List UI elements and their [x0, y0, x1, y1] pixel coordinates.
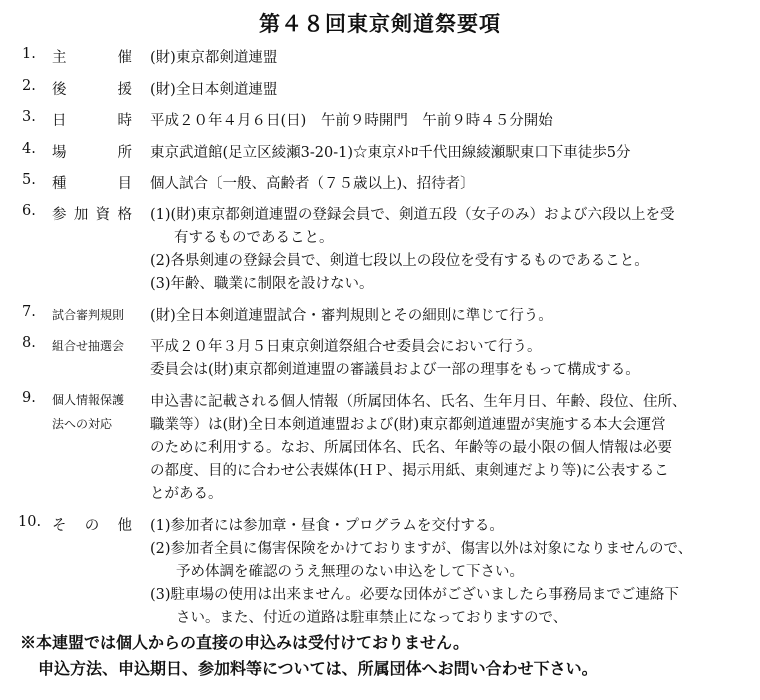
- item-label-support: [52, 78, 132, 99]
- item-number: 9.: [22, 390, 36, 406]
- item-label-venue: [52, 141, 132, 162]
- item-number: 8.: [22, 335, 36, 351]
- item-text: 平成２０年３月５日東京剣道祭組合せ委員会において行う。: [150, 339, 542, 355]
- item-text: 個人試合〔一般、高齢者（７５歳以上)、招待者〕: [150, 176, 475, 192]
- label-line: 個人情報保護: [52, 393, 125, 407]
- item-text: (財)東京都剣道連盟: [150, 50, 278, 66]
- item-label-draw: 組合せ抽選会: [52, 339, 125, 353]
- label-char: 種 目: [52, 176, 132, 192]
- item-number: 2.: [22, 78, 36, 94]
- item-text: (1)(財)東京都剣道連盟の登録会員で、剣道五段（女子のみ）および六段以上を受: [150, 207, 675, 223]
- item-number: 1.: [22, 46, 36, 62]
- label-char: 場 所: [52, 145, 132, 161]
- label-char: 日 時: [52, 113, 132, 129]
- item-text: とがある。: [150, 486, 223, 502]
- notice-line: ※本連盟では個人からの直接の申込みは受付けておりません。: [20, 633, 469, 652]
- item-text: 東京武道館(足立区綾瀬3-20-1)☆東京ﾒﾄﾛ千代田線綾瀬駅東口下車徒歩5分: [150, 145, 631, 161]
- label-char: 参 加 資 格: [52, 207, 132, 223]
- item-number: 5.: [22, 172, 36, 188]
- page-title: 第４８回東京剣道祭要項: [259, 11, 501, 36]
- item-number: 6.: [22, 203, 36, 219]
- item-label-datetime: [52, 109, 132, 130]
- item-text: 委員会は(財)東京都剣道連盟の審議員および一部の理事をもって構成する。: [150, 362, 640, 378]
- item-label-events: [52, 172, 132, 193]
- label-char: そ の 他: [52, 518, 132, 534]
- item-text: さい。また、付近の道路は駐車禁止になっておりますので、: [176, 610, 568, 626]
- item-text: (2)各県剣連の登録会員で、剣道七段以上の段位を受有するものであること。: [150, 253, 649, 269]
- item-text: (3)年齢、職業に制限を設けない。: [150, 276, 374, 292]
- item-number: 10.: [18, 514, 42, 530]
- item-text: (財)全日本剣道連盟: [150, 82, 278, 98]
- item-text: の都度、目的に合わせ公表媒体(ＨＰ、掲示用紙、東剣連だより等)に公表するこ: [150, 463, 669, 479]
- item-text: のために利用する。なお、所属団体名、氏名、年齢等の最小限の個人情報は必要: [150, 440, 672, 456]
- label-line: 法への対応: [52, 417, 113, 431]
- item-text: 申込書に記載される個人情報（所属団体名、氏名、生年月日、年齢、段位、住所、: [150, 394, 687, 410]
- item-text: (1)参加者には参加章・昼食・プログラムを交付する。: [150, 518, 504, 534]
- label-char: 後 援: [52, 82, 132, 98]
- label-char: 主 催: [52, 50, 132, 66]
- notice-line: 申込方法、申込期日、参加料等については、所属団体へお問い合わせ下さい。: [38, 659, 598, 678]
- item-number: 7.: [22, 304, 36, 320]
- item-text: 職業等）は(財)全日本剣道連盟および(財)東京都剣道連盟が実施する本大会運営: [150, 417, 666, 433]
- item-text: (財)全日本剣道連盟試合・審判規則とその細則に準じて行う。: [150, 308, 553, 324]
- item-text: 有するものであること。: [174, 230, 334, 246]
- item-label-eligibility: [52, 203, 132, 224]
- item-text: (3)駐車場の使用は出来ません。必要な団体がございましたら事務局までご連絡下: [150, 587, 679, 603]
- item-label-privacy: [52, 388, 132, 436]
- item-text: 予め体調を確認のうえ無理のない申込をして下さい。: [176, 564, 524, 580]
- item-number: 4.: [22, 141, 36, 157]
- item-label-organizer: [52, 46, 132, 67]
- item-number: 3.: [22, 109, 36, 125]
- item-label-rules: 試合審判規則: [52, 308, 125, 322]
- item-text: (2)参加者全員に傷害保険をかけておりますが、傷害以外は対象になりませんので、: [150, 541, 693, 557]
- item-label-other: [52, 514, 132, 535]
- item-text: 平成２０年４月６日(日) 午前９時開門 午前９時４５分開始: [150, 113, 553, 129]
